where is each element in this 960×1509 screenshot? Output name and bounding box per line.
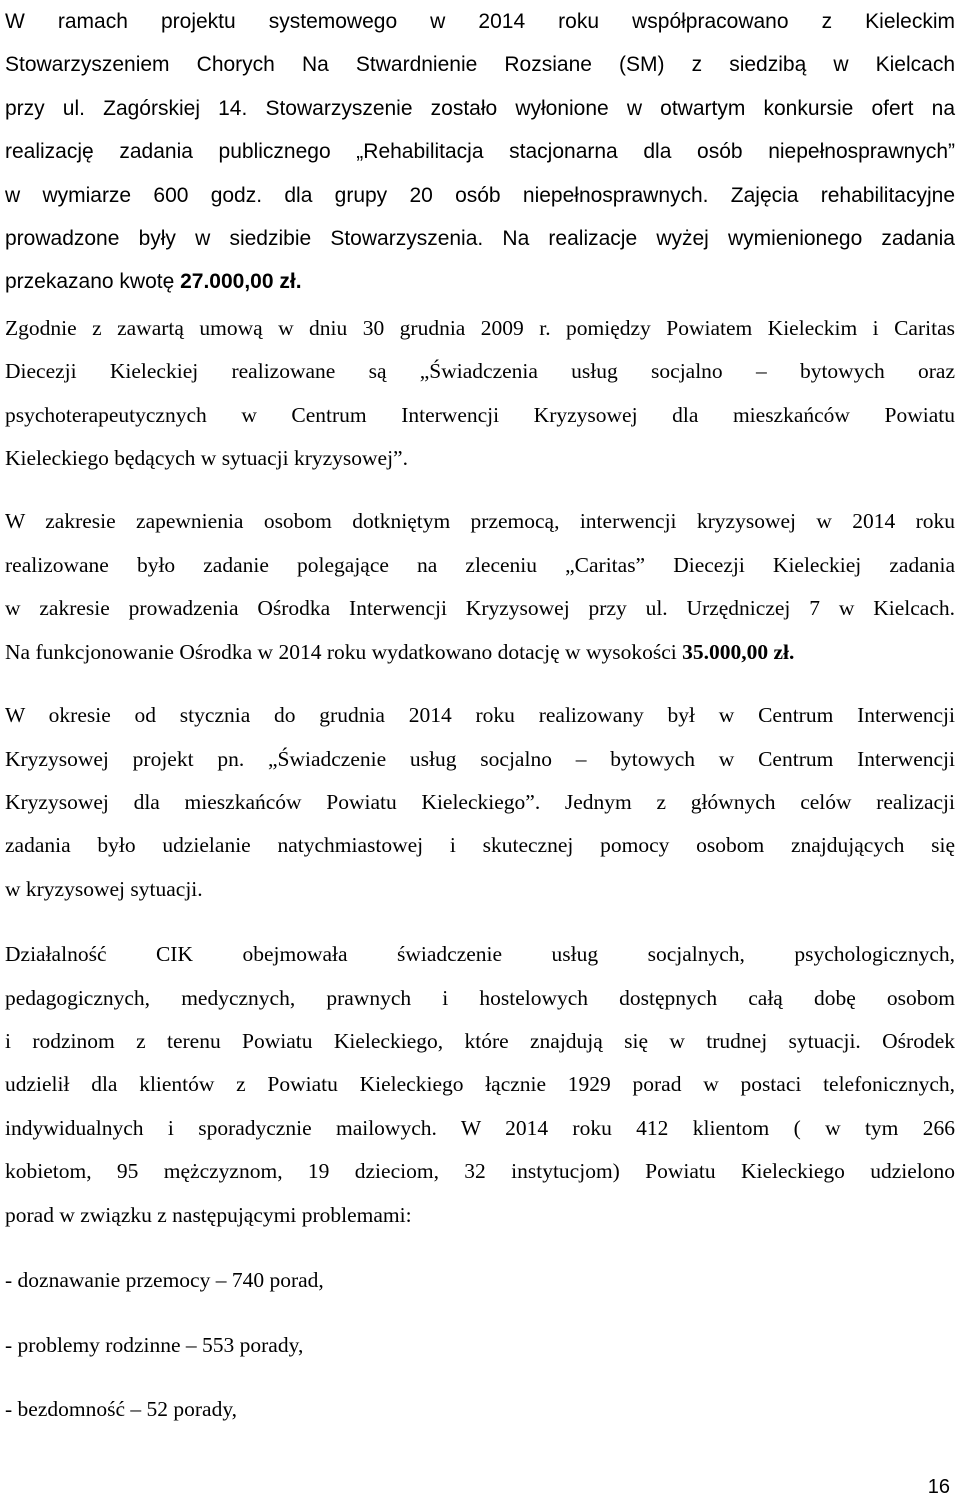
paragraph-sm-association: [5, 0, 955, 304]
text-line: realizowane było zadanie polegające na zleceniu „Caritas” Diecezji Kieleckiej zadania: [5, 552, 955, 577]
paragraph-caritas-agreement: [5, 307, 955, 481]
text-line: Kryzysowej dla mieszkańców Powiatu Kieleckiego”. Jednym z głównych celów realizacji: [5, 789, 955, 814]
text-line: indywidualnych i sporadycznie mailowych. W 2014 roku 412 klientom ( w tym 266: [5, 1115, 955, 1140]
paragraph-cik-project: [5, 694, 955, 911]
text-line: Kryzysowej projekt pn. „Świadczenie usług socjalno – bytowych w Centrum Interwencji: [5, 746, 955, 771]
text-line: W zakresie zapewnienia osobom dotkniętym przemocą, interwencji kryzysowej w 2014 roku: [5, 509, 955, 534]
problem-list: [5, 1259, 955, 1431]
text-line: udzielił dla klientów z Powiatu Kieleckiego łącznie 1929 porad w postaci telefonicznych,: [5, 1072, 955, 1097]
paragraph-cik-activity: [5, 933, 955, 1237]
document-page: [5, 0, 955, 1431]
list-item: - problemy rodzinne – 553 porady,: [5, 1333, 304, 1358]
text-line: W okresie od stycznia do grudnia 2014 roku realizowany był w Centrum Interwencji: [5, 703, 955, 728]
text-line: w zakresie prowadzenia Ośrodka Interwencji Kryzysowej przy ul. Urzędniczej 7 w Kielcach.: [5, 596, 955, 621]
text-fragment: Na funkcjonowanie Ośrodka w 2014 roku wydatkowano dotację w wysokości: [5, 639, 683, 664]
text-line: i rodzinom z terenu Powiatu Kieleckiego, które znajdują się w trudnej sytuacji. Ośrodek: [5, 1028, 955, 1053]
text-line: zadania było udzielanie natychmiastowej i skutecznej pomocy osobom znajdujących się: [5, 833, 955, 858]
text-line: prowadzone były w siedzibie Stowarzyszenia. Na realizacje wyżej wymienionego zadania: [5, 227, 955, 251]
amount-bold: 27.000,00 zł.: [180, 270, 302, 294]
text-line: w wymiarze 600 godz. dla grupy 20 osób niepełnosprawnych. Zajęcia rehabilitacyjne: [5, 183, 955, 207]
amount-bold: 35.000,00 zł.: [682, 639, 795, 664]
list-item: - bezdomność – 52 porady,: [5, 1396, 238, 1421]
text-line: realizację zadania publicznego „Rehabilitacja stacjonarna dla osób niepełnosprawnych”: [5, 140, 955, 164]
text-line: psychoterapeutycznych w Centrum Interwencji Kryzysowej dla mieszkańców Powiatu: [5, 402, 955, 427]
text-line: [5, 631, 955, 674]
text-line: [5, 260, 955, 303]
text-line: pedagogicznych, medycznych, prawnych i hostelowych dostępnych całą dobę osobom: [5, 985, 955, 1010]
text-line: Diecezji Kieleckiej realizowane są „Świadczenia usług socjalno – bytowych oraz: [5, 359, 955, 384]
text-line: w kryzysowej sytuacji.: [5, 876, 203, 901]
text-line: Kieleckiego będących w sytuacji kryzysowej”.: [5, 446, 408, 471]
text-line: Stowarzyszeniem Chorych Na Stwardnienie Rozsiane (SM) z siedzibą w Kielcach: [5, 53, 955, 77]
text-fragment: przekazano kwotę: [5, 270, 181, 294]
paragraph-crisis-intervention: [5, 500, 955, 674]
page-number: 16: [927, 1476, 950, 1498]
text-line: porad w związku z następującymi problemami:: [5, 1202, 412, 1227]
text-line: Zgodnie z zawartą umową w dniu 30 grudnia 2009 r. pomiędzy Powiatem Kieleckim i Caritas: [5, 315, 955, 340]
text-line: przy ul. Zagórskiej 14. Stowarzyszenie zostało wyłonione w otwartym konkursie ofert na: [5, 96, 955, 120]
text-line: W ramach projektu systemowego w 2014 roku współpracowano z Kieleckim: [5, 10, 955, 33]
list-item: - doznawanie przemocy – 740 porad,: [5, 1267, 324, 1292]
text-line: Działalność CIK obejmowała świadczenie usług socjalnych, psychologicznych,: [5, 942, 955, 967]
text-line: kobietom, 95 mężczyznom, 19 dzieciom, 32 instytucjom) Powiatu Kieleckiego udzielono: [5, 1159, 955, 1184]
